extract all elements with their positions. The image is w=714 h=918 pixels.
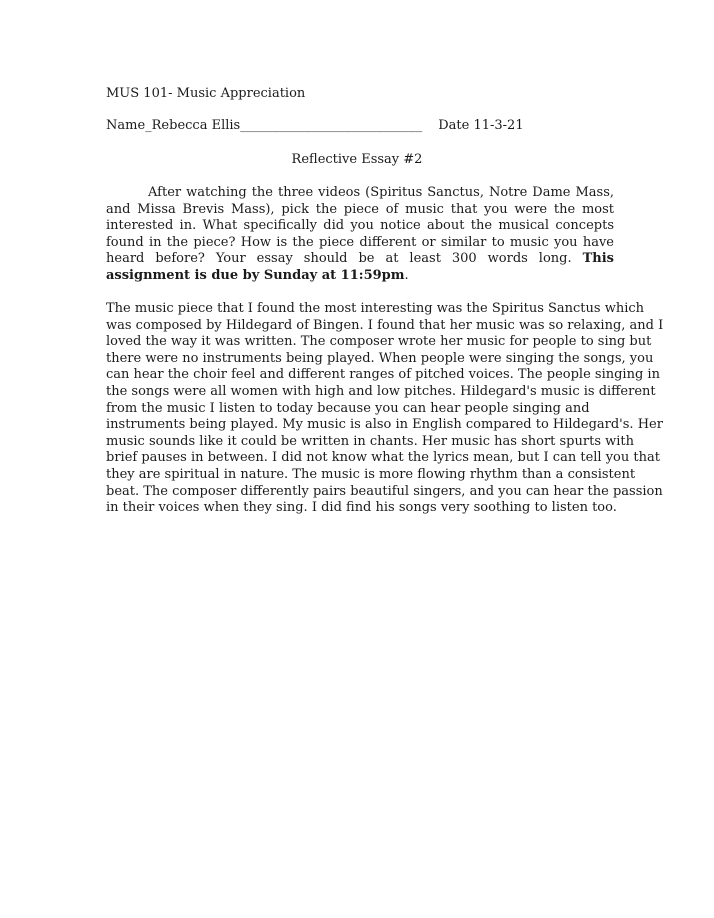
deadline-notice: This assignment is due by Sunday at 11:59pm	[106, 251, 614, 283]
prompt-text: After watching the three videos (Spiritus Sanctus, Notre Dame Mass, and Missa Brevis Mass), pick the piece of music that you were the most interested in. What specifically did you notice about the musical concepts found in the piece? How is the piece different or similar to music you have heard before? Your essay should be at least 300 words long.	[106, 185, 614, 267]
essay-line: was composed by Hildegard of Bingen. I found that her music was so relaxing, and I	[106, 317, 664, 333]
assignment-prompt	[106, 185, 614, 285]
essay-body	[106, 301, 664, 517]
course-heading: MUS 101- Music Appreciation	[106, 86, 306, 101]
name-date-row	[106, 118, 524, 133]
essay-line: instruments being played. My music is also in English compared to Hildegard's. Her	[106, 417, 663, 433]
essay-line: loved the way it was written. The composer wrote her music for people to sing but	[106, 334, 652, 350]
essay-line: music sounds like it could be written in chants. Her music has short spurts with	[106, 433, 635, 449]
essay-line: from the music I listen to today because you can hear people singing and	[106, 400, 590, 416]
assignment-date: Date 11-3-21	[438, 118, 524, 133]
essay-line: can hear the choir feel and different ranges of pitched voices. The people singing in	[106, 367, 660, 383]
essay-title: Reflective Essay #2	[291, 152, 423, 167]
prompt-period: .	[404, 267, 409, 283]
essay-line: there were no instruments being played. When people were singing the songs, you	[106, 350, 654, 366]
essay-line: they are spiritual in nature. The music is more flowing rhythm than a consistent	[106, 466, 636, 482]
essay-line: beat. The composer differently pairs beautiful singers, and you can hear the passion	[106, 483, 663, 499]
essay-line: the songs were all women with high and low pitches. Hildegard's music is different	[106, 383, 656, 399]
essay-line: brief pauses in between. I did not know what the lyrics mean, but I can tell you that	[106, 450, 660, 466]
student-name-line: Name_Rebecca Ellis____________________________	[106, 118, 423, 133]
essay-line: in their voices when they sing. I did find his songs very soothing to listen too.	[106, 500, 617, 516]
essay-line: The music piece that I found the most interesting was the Spiritus Sanctus which	[106, 301, 645, 316]
